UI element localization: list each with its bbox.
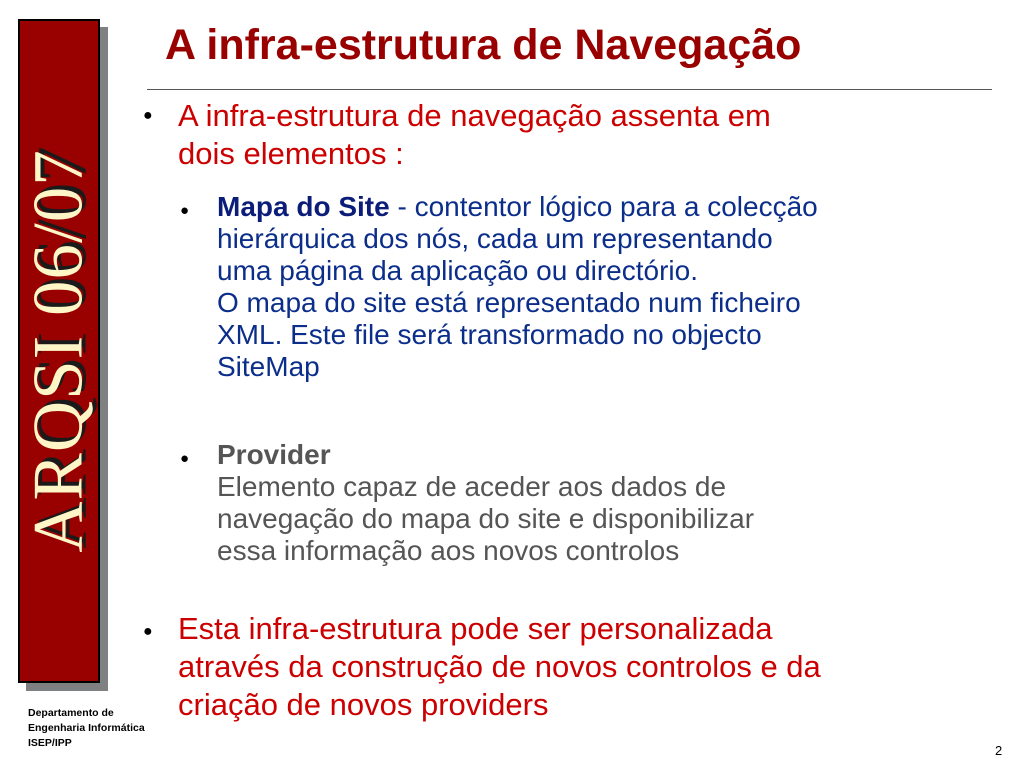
- bullet-1-1-line-2: hierárquica dos nós, cada um representando: [217, 223, 773, 254]
- bullet-icon: ●: [143, 107, 153, 124]
- sitemap-term: Mapa do Site: [217, 191, 390, 222]
- bullet-1-1-line-4: O mapa do site está representado num ficheiro: [217, 287, 801, 318]
- bullet-icon: ●: [180, 450, 190, 467]
- bullet-1-line-2: dois elementos :: [178, 136, 404, 171]
- bullet-2-text: [178, 610, 821, 724]
- bullet-1-2-line-4: essa informação aos novos controlos: [217, 535, 680, 566]
- department-line-3: ISEP/IPP: [28, 737, 72, 749]
- page-number: 2: [995, 743, 1003, 758]
- bullet-1-line-1: A infra-estrutura de navegação assenta em: [178, 98, 771, 133]
- bullet-1-text: [178, 97, 771, 173]
- bullet-icon: ●: [180, 202, 190, 219]
- bullet-2-line-1: Esta infra-estrutura pode ser personalizada: [178, 611, 773, 646]
- bullet-1-1-text: [217, 191, 818, 383]
- banner-text: ARQSI 06/07: [19, 149, 98, 553]
- department-line-1: Departamento de: [28, 707, 114, 719]
- bullet-1-1-line-5: XML. Este file será transformado no objecto: [217, 319, 762, 350]
- bullet-1-1-line-3: uma página da aplicação ou directório.: [217, 255, 698, 286]
- bullet-2-line-3: criação de novos providers: [178, 687, 549, 722]
- bullet-2-line-2: através da construção de novos controlos e da: [178, 649, 821, 684]
- provider-term: Provider: [217, 439, 331, 470]
- department-line-2: Engenharia Informática: [28, 722, 145, 734]
- bullet-1-2-text: [217, 439, 754, 567]
- bullet-icon: ●: [143, 623, 153, 640]
- title-divider: [147, 89, 992, 90]
- bullet-1-1-line-6: SiteMap: [217, 351, 320, 382]
- bullet-1-2-line-2: Elemento capaz de aceder aos dados de: [217, 471, 727, 502]
- bullet-1-1-line-1: [217, 191, 818, 223]
- department-label: [28, 706, 145, 751]
- sitemap-description-start: - contentor lógico para a colecção: [389, 191, 818, 222]
- slide-title: A infra-estrutura de Navegação: [165, 21, 802, 69]
- side-banner: [18, 19, 100, 683]
- bullet-1-2-line-3: navegação do mapa do site e disponibilizar: [217, 503, 755, 534]
